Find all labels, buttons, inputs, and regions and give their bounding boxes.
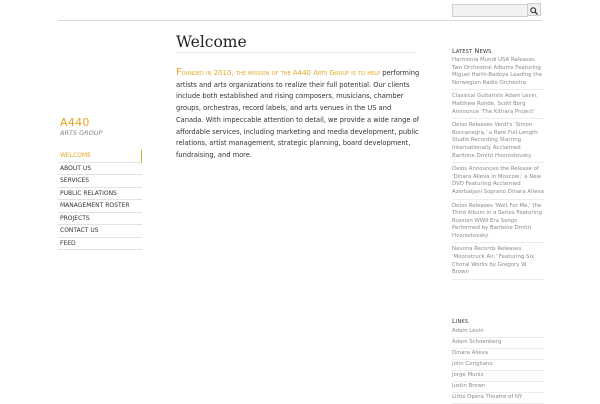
- link-item[interactable]: Adam Levin: [452, 327, 544, 338]
- link-item[interactable]: Adam Schoenberg: [452, 338, 544, 349]
- news-item[interactable]: Delos Releases 'Wait For Me,' the Third Album in a Series Featuring Russian WWII Era Songs Performed by Baritone Dmitri Hvorostovsky: [452, 203, 544, 244]
- nav-item-projects[interactable]: PROJECTS: [58, 213, 142, 226]
- intro-paragraph: [176, 67, 420, 162]
- news-list: [452, 57, 544, 280]
- link-item[interactable]: Little Opera Theatre of NY: [452, 393, 544, 404]
- news-item[interactable]: Delos Releases Verdi's 'Simon Boccanegra,' a Rare Full-Length Studio Recording Starring Internationally Acclaimed Baritone Dmitri Hvorostovsky: [452, 122, 544, 163]
- intro-first-letter: F: [176, 67, 182, 78]
- news-item[interactable]: Navona Records Releases 'Moonstruck Air,' Featuring Six Choral Works by Gregory W. Brown: [452, 246, 544, 279]
- nav-item-contact-us[interactable]: CONTACT US: [58, 225, 142, 238]
- link-item[interactable]: John Corigliano: [452, 360, 544, 371]
- links-heading: Links: [452, 317, 469, 325]
- intro-lead: [176, 69, 380, 77]
- intro-body: performing artists and arts organizations to realize their full potential. Our clients include both established and rising composers, musicians, chamber groups, orchestras, record labels, and arts venues in the US and Canada. With impeccable attention to detail, we provide a wide range of affordable services, including marketing and media development, public relations, artist management, strategic planning, board development, fundraising, and more.: [176, 69, 420, 159]
- page-title: Welcome: [176, 33, 247, 51]
- links-section: [452, 317, 544, 404]
- latest-news-section: [452, 47, 544, 283]
- nav-item-about-us[interactable]: ABOUT US: [58, 163, 142, 176]
- news-item[interactable]: Classical Guitarists Adam Levin, Matthew Rohde, Scott Borg Announce 'The Kithara Project': [452, 93, 544, 119]
- news-item[interactable]: Delos Announces the Release of 'Dinara Alieva in Moscow,' a New DVD Featuring Acclaimed Azerbaijani Soprano Dinara Alieva: [452, 166, 544, 199]
- header-divider: [58, 20, 542, 21]
- nav-item-welcome[interactable]: WELCOME: [58, 150, 142, 163]
- intro-lead-text: ounded in 2010, the mission of the A440 Arts Group is to help: [181, 69, 381, 77]
- link-item[interactable]: Justin Brown: [452, 382, 544, 393]
- search-input[interactable]: [452, 4, 528, 17]
- search-button[interactable]: [527, 3, 541, 16]
- link-item[interactable]: Jorge Muniz: [452, 371, 544, 382]
- nav-item-services[interactable]: SERVICES: [58, 175, 142, 188]
- links-list: [452, 327, 544, 404]
- nav-item-feed[interactable]: FEED: [58, 238, 142, 251]
- title-divider: [176, 52, 416, 53]
- site-logo[interactable]: [60, 116, 102, 137]
- site-name: A440: [60, 116, 90, 129]
- nav-item-public-relations[interactable]: PUBLIC RELATIONS: [58, 188, 142, 201]
- news-item[interactable]: Harmonia Mundi USA Releases Two Orchestral Albums Featuring Miguel Harth-Bedoya Leading the Norwegian Radio Orchestra: [452, 57, 544, 90]
- latest-news-heading: Latest News: [452, 47, 492, 55]
- link-item[interactable]: Dinara Alieva: [452, 349, 544, 360]
- site-tagline: ARTS GROUP: [60, 129, 103, 137]
- nav-item-management-roster[interactable]: MANAGEMENT ROSTER: [58, 200, 142, 213]
- main-nav: [58, 150, 142, 250]
- search-icon: [530, 7, 538, 15]
